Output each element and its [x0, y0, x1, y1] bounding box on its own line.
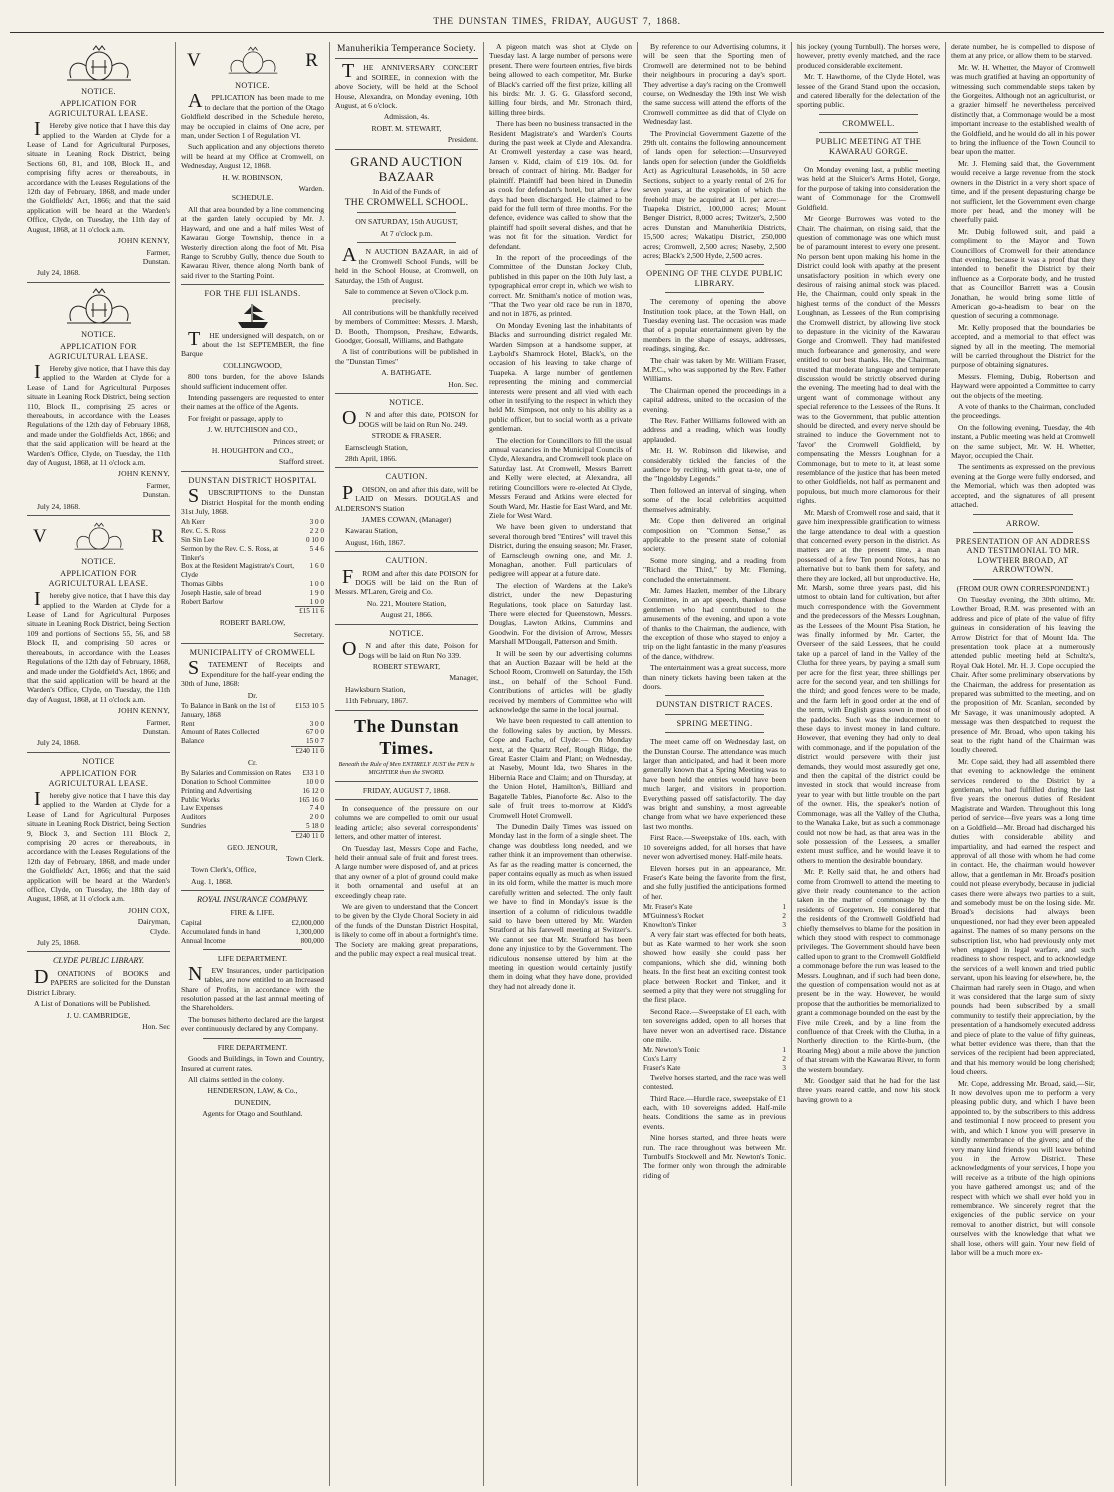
table-row: Cox's Larry 2: [643, 1055, 786, 1064]
signatory-name: JAMES COWAN, (Manager): [361, 515, 452, 525]
news-paragraph: In the report of the proceedings of the Committee of the Dunstan Jockey Club, published in this paper on the 10th July last, a typographical error crept in, which we wish to correct. Mr. Smitham's notice of motion was, "That the Two year old race be run in 1870, and not in 1876, as printed.: [489, 252, 632, 319]
signatory-name: JOHN KENNY,: [117, 706, 170, 716]
news-paragraph: The election for Councillors to fill the usual annual vacancies in the Municipal Councils of Clyde, Alexandra, and Cromwell took place on Saturday last. At Cromwell, Messrs Barrett and Kelly were elected, at Alexandra, all retiring Councillors were re-elected At Clyde, Messrs Feraud and Atkins were elected for South Ward, Mr. Hastie for East Ward, and Mr. Ziele for West Ward.: [489, 435, 632, 520]
table-row: Capital £2,000,000: [181, 919, 324, 928]
column-6: [792, 42, 946, 1486]
notice-subtitle: FIRE & LIFE.: [230, 907, 275, 917]
divider: [181, 284, 324, 285]
notice-heading: CAUTION.: [385, 556, 428, 566]
notice-title: DUNSTAN DISTRICT HOSPITAL: [188, 475, 317, 485]
table-row: Rev. C. S. Ross 2 2 0: [181, 527, 324, 536]
divider: [203, 949, 302, 950]
agent-address: Stafford street.: [279, 457, 324, 467]
divider: [27, 752, 170, 753]
notice-heading: NOTICE.: [81, 87, 116, 96]
lease-notice-2: [27, 287, 170, 511]
notice-body: For freight or passage, apply to: [188, 413, 283, 423]
news-paragraph: On Tuesday evening, the 30th ultimo, Mr. Lowther Broad, R.M. was presented with an address and pice of plate of the value of fifty guineas in consideration of his leaving the Arrow District for that of Mount Ida. The presentation took place at a numerously attended public meeting held at Schultz's, Royal Oak Hotel. Mr. H. J. Cope occupied the Chair. After some preliminary observations by the Chairman, the address for presentation as prepared was submitted to the meeting, and on the proposition of Mr. Scanlan, seconded by Mr Savage, it was unanimously adopted. A message was then despatched to request the presence of Mr. Broad, who upon taking his seat to the right hand of the Chairman was loudly cheered.: [951, 594, 1095, 755]
news-paragraph: Mr. Dubig followed suit, and paid a compliment to the Mayor and Town Councillors of Cromwell for their attendance that evening, because it was a proof that they intended to benefit the District by their influence as a Corporate body, and he trusted that as Councillor Barrett was a Cousin Jonathan, he would bring some little of American go-a-headism to bear on the question of securing a commonage.: [951, 226, 1095, 321]
signatory-role: Dairyman,: [137, 917, 170, 927]
ship-illustration: [181, 302, 324, 330]
section-heading: FIRE DEPARTMENT.: [217, 1042, 288, 1052]
news-paragraph: On Monday Evening last the inhabitants of Blacks and surrounding district regaled Mr. Warden Simpson at a handsome supper, at Laybold's Shamrock Hotel, Black's, on the occasion of his leaving to take charge of Tuapeka. A large number of gentlemen representing the mining and commercial interests were present and all vied with each other in testifying to the respect in which they held Mr. Simpson, not only to his ability as a public officer, but to social worth as a private gentleman.: [489, 320, 632, 434]
signatory-name: JOHN KENNY,: [117, 469, 170, 479]
table-row: Law Expenses 7 4 0: [181, 804, 324, 813]
table-row: Joseph Hastie, sale of bread 1 9 0: [181, 588, 324, 597]
editorial-paragraph: On Tuesday last, Messrs Cope and Fache, held their annual sale of fruit and forest trees. A large number were disposed of, and at prices that any owner of a plot of ground could make it both ornamental and useful at an exceedingly cheap rate.: [335, 843, 478, 900]
signatory-role: Farmer,: [146, 247, 170, 257]
notice-date: July 25, 1868.: [37, 938, 81, 948]
credit-label: Cr.: [247, 757, 258, 767]
section-heading: LIFE DEPARTMENT.: [217, 954, 288, 964]
notice-body: ON and after this date, POISON for DOGS will be laid on Run No. 249.: [342, 407, 478, 430]
signatory-place: Dunstan.: [142, 256, 170, 266]
divider: [819, 160, 918, 161]
notice-title: APPLICATION FOR AGRICULTURAL LEASE.: [48, 769, 149, 788]
table-row: Sundries 5 18 0: [181, 822, 324, 831]
divider: [27, 282, 170, 283]
notice-body: IHereby give notice, that I have this day applied to the Warden at Clyde for a Lease of Land for Agricultural Purposes situate in Leaning Rock District, being section 110, Block II., comprising 25 acres or thereabouts, in accordance with the Leases Regulations of the 12th day of February 1868, and made under the Goldfields Act, 1866; and that the said application will be heard at the Warden's Office, Clyde, on Tuesday, the 11th day of August, 1868, at 11 o'clock a.m.: [27, 360, 170, 467]
agent-name: J. W. HUTCHISON and CO.,: [207, 425, 298, 435]
article-title: OPENING OF THE CLYDE PUBLIC LIBRARY.: [646, 269, 783, 288]
divider: [335, 149, 478, 150]
notice-date: August 21, 1866.: [380, 610, 433, 620]
notice-heading: NOTICE.: [81, 557, 116, 567]
news-paragraph: Then followed an interval of singing, when some of the local celebrities acquitted themselves admirably.: [643, 485, 786, 514]
table-row: Accumulated funds in hand 1,300,000: [181, 927, 324, 936]
notice-body: APPLICATION has been made to me to declare that the portion of the Otago Goldfield described in the Schedule hereto, may be occupied in claims of One acre, per man, under Section 1 of Regulation VI.: [181, 90, 324, 141]
notice-body: STATEMENT of Receipts and Expenditure for the half-year ending the 30th of June, 1868:: [181, 657, 324, 689]
signatory-role: Warden.: [298, 184, 324, 194]
news-paragraph: The ceremony of opening the above Institution took place, at the Town Hall, on Tuesday evening last. The occasion was made that of a popular entertainment given by the members in the shape of essays, addresses, readings, singing, &c.: [643, 297, 786, 354]
schedule-heading: SCHEDULE.: [231, 193, 274, 203]
capital-table: [181, 919, 324, 945]
divider: [335, 781, 478, 782]
notice-body: SUBSCRIPTIONS to the Dunstan District Hospital for the month ending 31st July, 1868.: [181, 485, 324, 517]
news-paragraph: Mr. Cope said, they had all assembled there that evening to acknowledge the eminent services rendered to the District by a gentleman, who had fulfilled during the last five years the onerous duties of Resident Magistrate and Warden. Throughout this long period of service—five years was a long time on a Goldfield—Mr. Broad had discharged his duties with considerable ability and impartiality, and had earned the respect and approval of all those with whom he had come in contact. He, the chairman would however allow, that a gentleman in Mr. Broad's position could not please everybody, because in judicial cases there were always two parties to a suit, and somebody must be on the losing side. Mr. Broad's decisions had always been unquestioned, nor had they ever been appealed against. The names of so many persons on the subscription list, who had previously only met when engaged in legal warfare, and such readiness to show respect, and to acknowledge the services of a well known and tried public servant, upon his leaving for elsewhere, he, the Chairman had rarely seen in Otago, and when it was considered that the large sum of sixty pounds had been subscribed by a small community to testify their appreciation, by the presentation of a handsomely executed address and piece of plate to the value of fifty guineas, what better evidence was there, than that the services of the recipient had been appreciated, and that his memory would be long cherished; loud cheers.: [951, 756, 1095, 1077]
station-name: Kawarau Station,: [345, 526, 398, 536]
fiji-notice: [181, 289, 324, 467]
notice-body: ON and after this date, Poison for Dogs will be laid on Run No 339.: [342, 638, 478, 661]
notice-subtitle: In Aid of the Funds of: [372, 186, 441, 196]
crest-letter-v: V: [33, 526, 47, 548]
royal-crest: [27, 287, 170, 327]
royal-arms-icon: [53, 44, 145, 84]
news-paragraph: Mr. James Hazlett, member of the Library Committee, in an apt speech, thanked those gentlemen who had contributed to the amusements of the evening, and upon a vote of thanks to the Chairman, the audience, with the exception of those who stayed to enjoy a trip on the light fantastic in the many p'easures of the dance, withdrew.: [643, 585, 786, 661]
table-row: To Balance in Bank on the 1st of January, 1868 £153 10 5: [181, 702, 324, 719]
news-paragraph: Mr. T. Hawthorne, of the Clyde Hotel, was lessee of the Grand Stand upon the occasion, and catered liberally for the delectation of the sporting public.: [797, 72, 940, 110]
news-paragraph: his jockey (young Turnbull). The horses were, however, pretty evenly matched, and the race produced considerable excitement.: [797, 42, 940, 70]
divider: [819, 132, 918, 133]
notice-body: Such application and any objections thereto will be heard at my Office at Cromwell, on Wednesday, August 12, 1868.: [181, 142, 324, 171]
divider: [27, 515, 170, 516]
newspaper-nameplate: The Dunstan Times.: [353, 715, 460, 758]
news-paragraph: Nine horses started, and three heats were run. The race throughout was between Mr. Turnbull's Stockwell and Mr. Newton's Tonic. The former only won through the admirable riding of: [643, 1133, 786, 1180]
station-name: Earnscleugh Station,: [345, 442, 408, 452]
table-row: Auditors 2 0 0: [181, 813, 324, 822]
news-paragraph: A vote of thanks to the Chairman, concluded the proceedings.: [951, 402, 1095, 421]
news-paragraph: The Dunedin Daily Times was issued on Monday last in the form of a single sheet. The change was doubtless long needed, and we rather think it an improvement than otherwise. As far as the reading matter is concerned, the paper contains equally as much as when issued in its old form, while the matter is much more carefully written and selected. The only fault we have to find in Monday's issue is the insertion of a column of ridiculous twaddle said to have been uttered by Mr. Warden Stratford at his farewell meeting at Switzer's. We cannot see that Mr. Stratford has been done any injustice to by the Government. The ridiculous nonsense uttered by him at the meeting in question would certainly justify them in doing what they have done, provided they had not already done it.: [489, 821, 632, 991]
article-subtitle: PRESENTATION OF AN ADDRESS AND TESTIMONIAL TO MR. LOWTHER BROAD, AT ARROWTOWN.: [955, 536, 1091, 575]
notice-date: 11th February, 1867.: [345, 696, 408, 706]
divider: [819, 114, 918, 115]
divider: [665, 264, 764, 265]
news-paragraph: We have been given to understand that several thorough bred "Entires" will travel this District, during the ensuing season; Mr. Fraser, of Earnscleugh owning one, and Mr. J. Monaghan, another. Full particulars of pedigree will appear at a future date.: [489, 522, 632, 579]
column-7: [946, 42, 1100, 1486]
news-paragraph: The election of Wardens at the Lake's district, under the new Depasturing Regulations, took place on Saturday last. There were elected for Queenstown, Messrs. Douglas, Lawton Atkins, Cummins and Goodwin. For the division of Arrow, Messrs Marshall M'Dougall, Patterson and Smith.: [489, 580, 632, 647]
signatory-role: Town Clerk.: [286, 854, 324, 864]
notice-body: A list of contributions will be published in the "Dunstan Times": [335, 347, 478, 366]
article-title: ARROW.: [1005, 518, 1041, 528]
notice-title: GRAND AUCTION BAZAAR: [350, 153, 463, 184]
column-5: [638, 42, 792, 1486]
news-paragraph: The meet came off on Wednesday last, on the Dunstan Course. The attendance was much larger than anticipated, and had it been more generally known that a Spring Meeting was to have been held the entries would have been much larger, and visitors in proportion. Everything passed off satisfactorily. The day was bright and sunshiny, a most agreeable change from what we have experienced these last two months.: [643, 737, 786, 831]
news-paragraph: The Chairman opened the proceedings in a capital address, united to the occasion of the evening.: [643, 385, 786, 414]
agent-place: DUNEDIN,: [234, 1097, 271, 1107]
debit-label: Dr.: [247, 690, 258, 700]
divider: [665, 292, 764, 293]
notice-title: ROYAL INSURANCE COMPANY.: [197, 895, 308, 905]
table-row: Sin Sin Lee 0 10 0: [181, 536, 324, 545]
table-row: Balance 15 0 7: [181, 737, 324, 746]
notice-date: July 24, 1868.: [37, 738, 81, 748]
signatory-role: Hon. Sec: [142, 1021, 170, 1031]
notice-body: THE ANNIVERSARY CONCERT and SOIREE, in connexion with the above Society, will be held at the School House, Alexandra, on Monday evening, 10th August, at 6 o'clock.: [335, 60, 478, 111]
news-paragraph: A pigeon match was shot at Clyde on Tuesday last. A large number of persons were present. There were fourteen entries, five birds being allowed to each competitor, Mr. Burke of Black's carried off the first prize, killing all his birds: Mr. J. G. G. Glassford second, killing four birds, and Mr. Stronach third, killing three birds.: [489, 42, 632, 117]
notice-heading: NOTICE: [82, 756, 115, 766]
receipts-table: [181, 702, 324, 756]
notice-title: Manuherikia Temperance Society.: [337, 44, 476, 54]
lease-notice-1: [27, 44, 170, 278]
divider: [973, 532, 1073, 533]
agent-name: H. HOUGHTON and CO.,: [211, 446, 294, 455]
signatory-role: Manager,: [449, 673, 478, 683]
notice-body: All that area bounded by a line commencing at the garden lately occupied by Mr. J. Hayward, and one and a half miles West of Kawarau Gorge Township, thence in a Westerly direction along the foot of Mt. Pisa Range to Scrubby Gully, thence due South to Kawarau River, thence along North bank of said river to the Starting Point.: [181, 204, 324, 280]
notice-heading: CAUTION.: [385, 472, 428, 482]
divider: [335, 58, 478, 59]
divider: [665, 732, 764, 733]
signatory-name: J. U. CAMBRIDGE,: [66, 1010, 131, 1020]
lease-notice-3: [27, 520, 170, 748]
table-row: Public Works 165 16 0: [181, 795, 324, 804]
notice-body: POISON, on and after this date, will be LAID on Messrs. DOUGLAS and ALDERSON'S Station: [335, 481, 478, 513]
news-paragraph: Mr. P. Kelly said that, he and others had come from Cromwell to attend the meeting to give their ready countenance to the action taken in the matter of commonage by the residents of Gorgetown. He considered that the residents of the Cromwell Goldfield had chiefly themselves to blame for the position in which they stood with respect to commonage privileges. The Government should have been called upon to grant to the Cromwell Goldfield a commonage before the run was leased to the Messrs. Loughnan, and if such had been done, the question of compensation would not as at present be in the way. However, he would propose that the authorities be memorialized to grant a commonage bounded on the east by the Five mile Creek, and by a line from the confluence of that Creek with the Clutha, in a Northerly direction to the Kirtle-burn, (the Roaring Meg) about a mile above the junction of that stream with the Kawarau River, to form the western boundary.: [797, 867, 940, 1074]
royal-crest: [181, 44, 324, 78]
royal-arms-icon: [218, 44, 288, 78]
notice-title: APPLICATION FOR AGRICULTURAL LEASE.: [48, 342, 149, 361]
newspaper-motto: Beneath the Rule of Men ENTIRELY JUST the PEN is MIGHTIER than the SWORD.: [338, 760, 475, 776]
signatory-place: Clyde.: [149, 926, 170, 936]
divider: [181, 471, 324, 472]
news-paragraph: Second Race.—Sweepstake of £1 each, with ten sovereigns added, open to all horses that have never won an advertised race. Distance one mile.: [643, 1006, 786, 1044]
divider: [357, 242, 456, 243]
news-paragraph: Mr. Kelly proposed that the boundaries be accepted, and a memorial to that effect was signed by all in the meeting. The memorial will be carried throughout the District for the purpose of obtaining signatures.: [951, 322, 1095, 370]
table-row: Knowlton's Tinker 3: [643, 920, 786, 929]
news-paragraph: Mr. J. Fleming said that, the Government would receive a large revenue from the stock owners in the District in a very short space of time, and if the present depasturing charge be not sufficient, let the Government even charge more per head, and the money will be cheerfully paid.: [951, 158, 1095, 225]
columns: [22, 42, 1106, 1486]
news-paragraph: Mr. H. W. Robinson did likewise, and considerably tickled the fancies of the audience by reciting, with great ta-te, one of the "Ingoldsby Legends.": [643, 446, 786, 484]
crest-letter-r: R: [151, 526, 164, 548]
notice-body: Goods and Buildings, in Town and Country, Insured at current rates.: [181, 1054, 324, 1073]
article-title: CROMWELL.: [842, 118, 895, 128]
notice-heading: NOTICE.: [81, 329, 116, 339]
royal-arms-icon: [64, 520, 134, 554]
divider: [181, 890, 324, 891]
notice-title: APPLICATION FOR AGRICULTURAL LEASE.: [48, 99, 149, 118]
office-label: Town Clerk's, Office,: [191, 865, 257, 875]
table-total-row: £15 11 6: [181, 607, 324, 616]
table-row: Rent 3 0 0: [181, 719, 324, 728]
divider: [335, 799, 478, 800]
news-paragraph: Twelve horses started, and the race was well contested.: [643, 1072, 786, 1092]
news-paragraph: The Rev. Father Williams followed with an address and a reading, which was loudly applauded.: [643, 416, 786, 444]
ship-name: COLLINGWOOD,: [223, 360, 282, 370]
table-total-row: £240 11 0: [181, 747, 324, 756]
signatory-name: ROBERT BARLOW,: [219, 618, 286, 628]
column-4: [484, 42, 638, 1486]
race-results-1: [643, 903, 786, 929]
signatory-role: Farmer,: [146, 480, 170, 490]
divider: [335, 467, 478, 468]
agent-name: HENDERSON, LAW, & Co.,: [207, 1086, 298, 1096]
signatory-name: STRODE & FRASER.: [371, 431, 442, 441]
table-row: Sermon by the Rev. C. S. Ross, at Tinker's 5 4 6: [181, 544, 324, 562]
news-paragraph: Mr. W. H. Whetter, the Mayor of Cromwell was much gratified at having an opportunity of witnessing such commendable steps taken by the Gorgeites. Although not an agriculturist, or a grazier himself he nevertheless perceived distinctly that, a Commonage would be a most important increase to the established wealth of the Goldfield, and he would do all in his power to bring the influence of the Town Council to bear upon the matter.: [951, 62, 1095, 157]
notice-body: 800 tons burden, for the above Islands should sufficient inducement offer.: [181, 372, 324, 391]
signatory-name: ROBT. M. STEWART,: [371, 123, 442, 133]
signatory-role: Hon. Sec.: [448, 379, 478, 389]
news-paragraph: Mr George Burrowes was voted to the Chair. The chairman, on rising said, that the question of commonage was one which must be of paramount interest to every one present. No person bent upon making his home in the District could look with apathy at the present unsatisfactory position in which every one desirous of raising animal stock was placed. He, the Chairman, could only speak in the highest terms of the conduct of the Messrs Loughnan, as Lessees of the Run comprising the Cromwell district, by allowing live stock to depasture in the vicinity of the Kawarau Gorge and Cromwell. They had manifested much forbearance and generosity, and were entitled to our best thanks. He, the Chairman, trusted that moderate language and temperate discussion would be strictly observed during the evening. The meeting had to deal with the urgent want of commonage without any special reference to the Lessees of the Runs. It was to the Government, that public attention should be directed, and every nerve should be strained to induce the Government not to 'favor' the Cromwell Goldfield, by compensating the Messrs Loughnan for a Commonage, but to mete to it, at least some resemblance of the justice that has been meted to other Goldfields, not half as permanent and populous, but much more clamorous for their rights.: [797, 214, 940, 506]
article-subtitle: PUBLIC MEETING AT THE KAWARAU GORGE.: [815, 137, 922, 156]
notice-body: Sale to commence at Seven o'Clock p.m. precisely.: [344, 286, 469, 306]
divider: [335, 710, 478, 711]
poison-notice-1: [335, 398, 478, 463]
notice-body: Intending passengers are requested to enter their names at the office of the Agents.: [181, 392, 324, 412]
article-title: DUNSTAN DISTRICT RACES.: [656, 700, 773, 710]
crest-letter-r: R: [305, 50, 318, 71]
table-row: Amount of Rates Collected 67 0 0: [181, 728, 324, 737]
notice-date: Aug. 1, 1868.: [191, 876, 233, 886]
divider: [357, 212, 456, 213]
editorial-paragraph: We are given to understand that the Concert to be given by the Clyde Choral Society in aid of the funds of the Dunstan District Hospital, is likely to come off in about a fortnight's time. The Society are making great preparations, and the public may expect a real musical treat.: [335, 902, 478, 959]
signatory-role: Farmer,: [146, 717, 170, 727]
correspondent-byline: (FROM OUR OWN CORRESPONDENT.): [956, 583, 1090, 593]
table-row: Mr. Newton's Tonic 1: [643, 1046, 786, 1055]
notice-title: CLYDE PUBLIC LIBRARY.: [52, 956, 145, 966]
divider: [181, 643, 324, 644]
sailing-ship-icon: [236, 302, 270, 330]
divider: [335, 624, 478, 625]
news-paragraph: Mr. Goodger said that he had for the last three years reared cattle, and now his stock having grown to a: [797, 1076, 940, 1104]
notice-heading: NOTICE.: [389, 397, 424, 407]
notice-title: APPLICATION FOR AGRICULTURAL LEASE.: [48, 569, 149, 588]
admission-label: Admission, 4s.: [383, 112, 430, 122]
table-row: M'Guinness's Rocket 2: [643, 911, 786, 920]
notice-body: FROM and after this date POISON for DOGS will be laid on the Run of Messrs. M'Laren, Greig and Co.: [335, 565, 478, 597]
news-paragraph: Some more singing, and a reading from "Richard the Third," by Mr. Fleming, concluded the entertainment.: [643, 555, 786, 584]
agent-address: Princes street; or: [272, 436, 324, 446]
table-row: Box at the Resident Magistrate's Court, Clyde 1 6 0: [181, 562, 324, 580]
news-paragraph: We have been requested to call attention to the following sales by auction, by Messrs. Cope and Fache, of Clyde:— On Monday next, at the Quartz Reef, Rough Ridge, the Great Easter Claim and Plant; on Wednesday, at Naseby, Mount Ida, two Shares in the Hibernia Race and Claim; and on Thursday, at the Union Hotel, Hamilton's, Billiard and Bagatelle Tables, Pianoforte &c. Also to the sale of fruit trees to-morrow at Kidd's Cromwell Hotel Cromwell.: [489, 716, 632, 820]
table-row: Fraser's Kate 3: [643, 1063, 786, 1072]
royal-crest: [27, 520, 170, 554]
notice-body: The bonuses hitherto declared are the largest ever continuously declared by any Company.: [181, 1014, 324, 1034]
editorial-section: [335, 715, 478, 959]
table-row: Printing and Advertising 16 12 0: [181, 786, 324, 795]
divider: [203, 1038, 302, 1039]
signatory-place: Dunstan.: [142, 726, 170, 736]
municipality-notice: [181, 648, 324, 886]
news-paragraph: Mr. Cope, addressing Mr. Broad, said,—Sir, It now devolves upon me to perform a very pleasing public duty, and which I have been appointed to, by the subscribers to this address and testimonial I now proceed to present you with, and which I know you will preserve in kindly remembrance of the givers; and of the very many kind friends you will leave behind you in the Arrow District. These acknowledgments of your services, I hope you will receive as a tribute of the high opinions you have gathered amongst us; and of the respect with which we shall ever hold you in remembrance. We sincerely regret that the exigencies of the public service on your removal to another district, but will console ourselves with the knowledge that what we shall lose, others will gain. Your new field of labor will be a much more ex-: [951, 1078, 1095, 1257]
column-2: [176, 42, 330, 1486]
notice-body: All claims settled in the colony.: [188, 1074, 285, 1084]
notice-title: MUNICIPALITY of CROMWELL: [189, 648, 316, 658]
news-paragraph: The entertainment was a great success, more than ninety tickets having been taken at the doors.: [643, 663, 786, 691]
news-paragraph: Messrs. Fleming, Dubig, Robertson and Hayward were appointed a Committee to carry out the objects of the meeting.: [951, 371, 1095, 400]
poison-notice-2: [335, 629, 478, 706]
signatory-name: GEO. JENOUR,: [227, 842, 278, 852]
bazaar-advert: [335, 154, 478, 389]
table-row: Thomas Gibbs 1 0 0: [181, 580, 324, 589]
editorial-paragraph: In consequence of the pressure on our columns we are compelled to omit our usual leading article; also several correspondents' letters, and other matter of interest.: [335, 803, 478, 842]
station-name: No. 221, Moutere Station,: [366, 598, 447, 608]
signatory-name: JOHN COX,: [128, 905, 170, 915]
running-header: THE DUNSTAN TIMES, FRIDAY, AUGUST 7, 1868.: [10, 14, 1104, 33]
notice-date: July 24, 1868.: [37, 268, 81, 278]
notice-body: A List of Donations will be Published.: [34, 999, 151, 1009]
notice-title: FOR THE FIJI ISLANDS.: [204, 289, 301, 299]
news-paragraph: It will be seen by our advertising columns that an Auction Bazaar will be held at the School Room, Cromwell on Saturday, the 15th inst., on behalf of the School Fund. Contributions of articles will be gladly received by members of Committee who will acknowledge the same in the local journal.: [489, 648, 632, 715]
divider: [335, 393, 478, 394]
table-row: Annual Income 800,000: [181, 936, 324, 945]
signatory-role: President.: [447, 135, 478, 145]
news-paragraph: On Monday evening last, a public meeting was held at the Sluicer's Arms Hotel, Gorge, for the purpose of taking into consideration the want of Commonage for the Cromwell Goldfield.: [797, 165, 940, 212]
notice-date: 28th April, 1866.: [345, 454, 397, 463]
signatory-name: ROBERT STEWART,: [372, 661, 441, 671]
divider: [27, 951, 170, 952]
divider: [665, 695, 764, 696]
table-row: Mr. Fraser's Kate 1: [643, 903, 786, 912]
news-paragraph: A very fair start was effected for both heats, but as Kate warmed to her work she soon showed how easily she could pass her companions, which she did, winning both heats. In the first heat an exciting contest took place between Rocket and Tinker, and it seemed a pity that they were not struggling for the first place.: [643, 929, 786, 1005]
news-paragraph: By reference to our Advertising columns, it will be seen that the Sporting men of Cromwell are determined not to be behind their neighbours in procuring a day's sport. They advertise a day's racing on the Cromwell course, on Wednesday the 19th inst We wish the same success will attend the efforts of the Cromwell committee as did that of Clyde on Wednesday last.: [643, 42, 786, 127]
news-paragraph: First Race.—Sweepstake of 10s. each, with 10 sovereigns added, for all horses that have never won advertised money. Half-mile heats.: [643, 833, 786, 862]
signatory-name: JOHN KENNY,: [117, 236, 170, 246]
goldfield-notice: [181, 44, 324, 280]
agent-role: Agents for Otago and Southland.: [202, 1109, 303, 1119]
article-subtitle: SPRING MEETING.: [676, 718, 753, 728]
notice-heading: NOTICE.: [235, 81, 270, 90]
news-paragraph: On the following evening, Tuesday, the 4th instant, a Public meeting was held at Cromwell on the same subject, Mr. W. H. Whetter, Mayor, occupied the Chair.: [951, 422, 1095, 461]
school-name: THE CROMWELL SCHOOL.: [344, 198, 469, 209]
notice-body: AN AUCTION BAZAAR, in aid of the Cromwell School Funds, will be held in the School House, at Cromwell, on Saturday, the 15th of August.: [335, 244, 478, 285]
table-row: Ah Kerr 3 0 0: [181, 518, 324, 527]
divider: [973, 514, 1073, 515]
insurance-advert: [181, 895, 324, 1118]
news-paragraph: The chair was taken by Mr. William Fraser, M.P.C., who was supported by the Rev. Father Williams.: [643, 355, 786, 384]
notice-body: DONATIONS of BOOKS and PAPERS are solicited for the Dunstan District Library.: [27, 965, 170, 997]
news-paragraph: Eleven horses put in an appearance, Mr. Fraser's Kate being the favorite from the first, and she fully justified the anticipations formed of her.: [643, 863, 786, 901]
signatory-place: Dunstan.: [142, 490, 170, 500]
hospital-notice: [181, 476, 324, 639]
notice-heading: NOTICE.: [389, 628, 424, 638]
notice-date: August, 16th, 1867.: [345, 537, 406, 547]
notice-body: All contributions will be thankfully received by members of Committee: Messrs. J. Marsh, D. Booth, Thompson, Preshaw, Edwards, Goodger, Goosall, Williams, and Bathgate: [335, 307, 478, 345]
station-name: Hawksburn Station,: [345, 684, 406, 694]
expenditure-table: [181, 769, 324, 840]
signatory-role: Secretary.: [293, 629, 324, 639]
divider: [335, 551, 478, 552]
notice-body: Ihereby give notice that I have this day applied to the Warden at Clyde for a Lease of Land for Agricultural Purposes situate in Leaning Rock District, being Section 9, Block 3, and Section 111 Block 2, comprising 20 acres or thereabouts, in accordance with the Leases Regulations of the 12th day of February, 1868, and made under the Goldfields' Act, 1866; and that the said application will be heard at the Warden's office, Clyde, on Tuesday, the 18th day of August, 1868, at 11 o'clock a.m.: [27, 787, 170, 904]
notice-body: Ihereby give notice, that I have this day applied to the Warden at Clyde for a Lease of Land for Agricultural Purposes situate in Leaning Rock District, being Section 109 and portions of Sections 55, 56, and 58 Block II, and comprising 50 acres or thereabouts, in accordance with the Leases Regulations of the 12th day of February, 1868, and made under the Goldfield's Act, 1866; and that the said application will be heard at the Warden's Office, Clyde, on Tuesday, the 11th day of August, 1868, at 11 o'clock a.m.: [27, 588, 170, 704]
news-paragraph: There has been no business transacted in the Resident Magistrate's and Warden's Courts during the past week at Clyde and Alexandra. At Cromwell yesterday a case was heard, Jansen v. Kidd, claim of £19 10s. 0d. for breach of contract of hiring. Mr. Badger for plaintiff. Plaintiff had been hired in Dunedin as cook for defendant's hotel, but after a few days had been discharged. He claimed to be paid for the full term of three months. For the defence, evidence was called to show that the plaintiff had spoilt several dishes, and that he was not fit for the situation. Verdict for defendant.: [489, 119, 632, 251]
news-paragraph: Mr. Cope then delivered an original composition on "Common Sense," as applicable to the present state of colonial society.: [643, 516, 786, 554]
royal-crest: [27, 44, 170, 84]
notice-body: NEW Insurances, under participation tables, are now entitled to an Increased Share of Profits, in accordance with the resolution passed at the last annual meeting of the Shareholders.: [181, 962, 324, 1013]
news-paragraph: The Provincial Government Gazette of the 29th ult. contains the following announcement of lands open for selection:—Unsurveyed lands open for selection (under the Goldfields Act) as Agricultural Leaseholds, in 50 acre Sections, subject to a yearly rental of 2/6 for seven years, at the expiration of which the freehold may be acquired at 1l. per acre:—Tuapeka District, 100,000 acres; Mount Benger District, 8,000 acres; Twitzer's, 2,500 acres Dunstan and Manuherikia Districts, 15,500 acres; Wakatipu District, 250,000 acres; Cromwell, 2,500 acres; Naseby, 2,500 acres; Black's 2,500 Hyde, 2,500 acres.: [643, 128, 786, 260]
caution-notice-2: [335, 556, 478, 619]
notice-body: IHereby give notice that I have this day applied to the Warden at Clyde for a Lease of Land for Agricultural Purposes, situate in Leaning Rock District, being Sections 60, 81, and 108, Block II., and comprising fifty acres or thereabouts, in accordance with the Leases Regulations of the 12th day of February, 1868, and made under the Goldfields' Act, 1866; and that the said application will be heard at the Warden's Office, Clyde, on Tuesday, the 11th day of August, 1868, at 11 o'clock a.m.: [27, 118, 170, 234]
signatory-name: H. W. ROBINSON,: [222, 172, 283, 182]
table-row: Robert Barlow 1 0 0: [181, 597, 324, 606]
temperance-notice: [335, 45, 478, 145]
notice-date: July 24, 1868.: [37, 501, 81, 511]
event-time: At 7 o'clock p.m.: [380, 228, 433, 238]
crest-letter-v: V: [187, 50, 201, 71]
issue-date: FRIDAY, AUGUST 7, 1868.: [362, 785, 451, 795]
table-row: Donation to School Committee 10 0 0: [181, 778, 324, 787]
table-row: By Salaries and Commission on Rates £33 1 0: [181, 769, 324, 778]
race-results-2: [643, 1046, 786, 1072]
signatory-name: A. BATHGATE.: [381, 368, 432, 378]
library-notice: [27, 956, 170, 1031]
caution-notice-1: [335, 472, 478, 547]
royal-arms-icon: [53, 287, 145, 327]
news-paragraph: The sentiments as expressed on the previous evening at the Gorge were fully endorsed, and the Memorial, which was then adopted was accepted, and the signatures of all present attached.: [951, 462, 1095, 510]
column-3: [330, 42, 484, 1486]
notice-body: THE undersigned will despatch, on or about the 1st SEPTEMBER, the fine Barque: [181, 327, 324, 359]
subscription-table: [181, 518, 324, 616]
column-1: [22, 42, 176, 1486]
divider: [665, 714, 764, 715]
divider: [973, 579, 1073, 580]
news-paragraph: Third Race.—Hurdle race, sweepstake of £1 each, with 10 sovereigns added. Half-mile heats. Conditions the same as in previous events.: [643, 1093, 786, 1131]
news-paragraph: Mr. Marsh of Cromwell rose and said, that it gave him inexpressible gratification to witness the large attendance to deal with a question that concerned every person in the district. As matters are at the present time, a man possessed of a few Ten pound Notes, has no alternative but to bank them for safety, and there they are locked, all but unproductive. He, Mr. Marsh, some three years past, did his utmost to obtain land for cultivation, but after much correspondence with the Government and the predecessors of the Messrs Loughnan, as the Lessees of the Mount Pisa Station, he was finally informed by Mr. Carter, the Overseer of the said Lessees, that he could take up a parcel of land in the Valley of the Clutha for three years, by paying a small sum per acre for the first year, three shillings per acre for the second year, and ten shillings for the third; and good fences were to be made, and the farm left in good order at the end of the term, with English grass sown in most of the paddocks. Such was the inducement to these days to invest money in land culture. However, that evening they had only to deal with commonage, and if the population of the district would persevere with their just demands, they would most assuredly get one, and then the capital of the district could be invested in stock that would increase from year to year with but little trouble on the part of the owner. His, the speaker's notion of Commonage, was all the Valley of the Clutha, to the Wanaka Lake, but as such a commonage could not now be had, as that area was in the sole possession of the Lessees, a smaller extent must suffice, and he would leave it to others to mention the desirable boundary.: [797, 507, 940, 865]
news-paragraph: derate number, he is compelled to dispose of them at any price, or allow them to be starved.: [951, 42, 1095, 61]
table-total-row: £240 11 0: [181, 831, 324, 840]
event-date: ON SATURDAY, 15th AUGUST,: [355, 217, 458, 227]
lease-notice-4: [27, 757, 170, 948]
